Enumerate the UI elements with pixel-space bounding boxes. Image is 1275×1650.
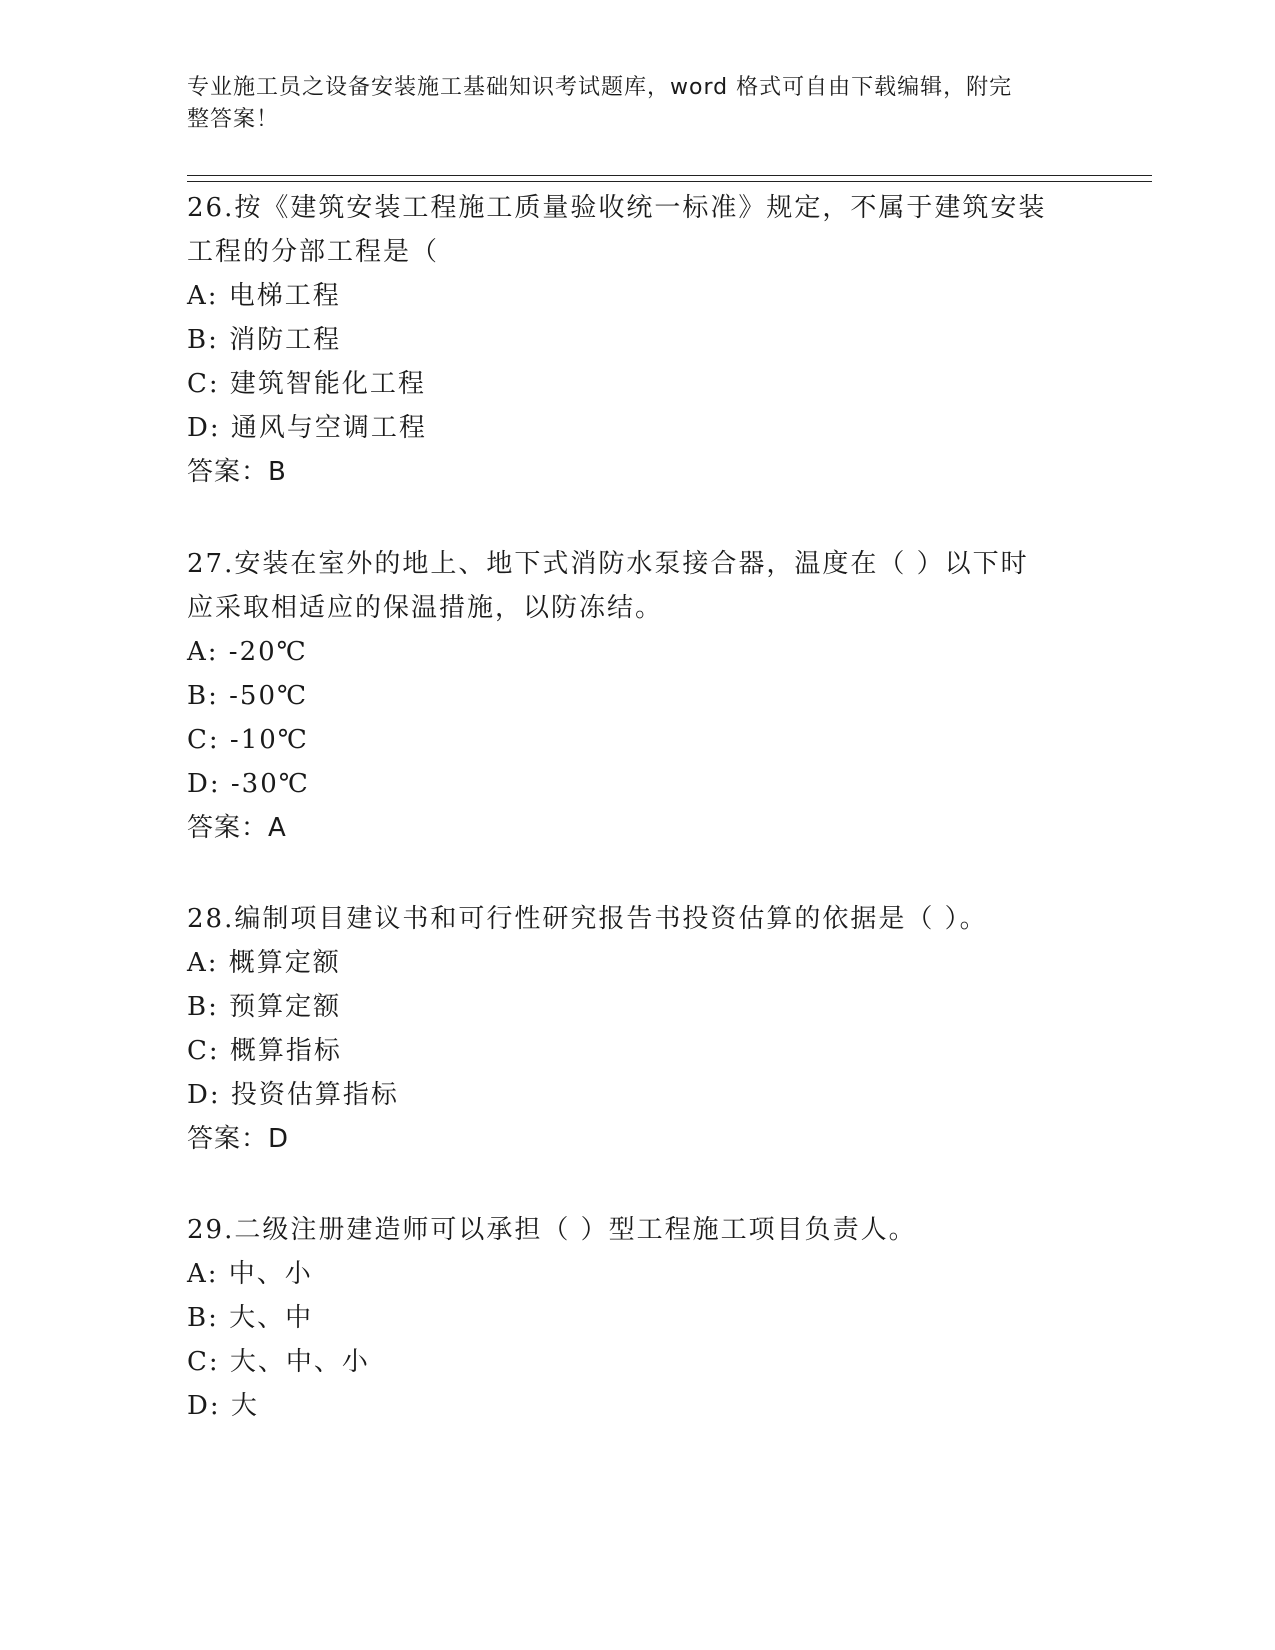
question-26-option-b: B: 消防工程 [187, 325, 342, 355]
question-29-option-d: D: 大 [187, 1391, 259, 1421]
question-29-option-b: B: 大、中 [187, 1303, 314, 1333]
question-27-option-d: D: -30℃ [187, 769, 310, 799]
header-divider-bottom [187, 181, 1152, 182]
question-28-option-b: B: 预算定额 [187, 992, 342, 1022]
question-28-option-c: C: 概算指标 [187, 1036, 342, 1066]
question-28-stem-line-1: 28.编制项目建议书和可行性研究报告书投资估算的依据是（ ）。 [187, 904, 988, 934]
question-26-answer: 答案：B [187, 457, 287, 487]
document-header-line-2: 整答案！ [187, 107, 280, 132]
question-28-option-a: A: 概算定额 [187, 948, 341, 978]
question-26-stem-line-1: 26.按《建筑安装工程施工质量验收统一标准》规定，不属于建筑安装 [187, 193, 1047, 223]
header-divider-top [187, 175, 1152, 176]
question-27-stem-line-2: 应采取相适应的保温措施，以防冻结。 [187, 593, 664, 623]
question-27-option-b: B: -50℃ [187, 681, 309, 711]
question-26-option-c: C: 建筑智能化工程 [187, 369, 426, 399]
question-28-answer: 答案：D [187, 1124, 290, 1154]
question-29-option-c: C: 大、中、小 [187, 1347, 370, 1377]
question-28-option-d: D: 投资估算指标 [187, 1080, 399, 1110]
document-header-line-1: 专业施工员之设备安装施工基础知识考试题库，word 格式可自由下载编辑，附完 [187, 75, 1013, 100]
question-29-option-a: A: 中、小 [187, 1259, 313, 1289]
question-29-stem-line-1: 29.二级注册建造师可以承担（ ）型工程施工项目负责人。 [187, 1215, 917, 1245]
question-27-option-a: A: -20℃ [187, 637, 308, 667]
question-27-stem-line-1: 27.安装在室外的地上、地下式消防水泵接合器，温度在（ ）以下时 [187, 549, 1029, 579]
question-27-option-c: C: -10℃ [187, 725, 309, 755]
question-26-stem-line-2: 工程的分部工程是（ [187, 237, 440, 267]
question-26-option-d: D: 通风与空调工程 [187, 413, 427, 443]
question-27-answer: 答案：A [187, 813, 287, 843]
question-26-option-a: A: 电梯工程 [187, 281, 341, 311]
